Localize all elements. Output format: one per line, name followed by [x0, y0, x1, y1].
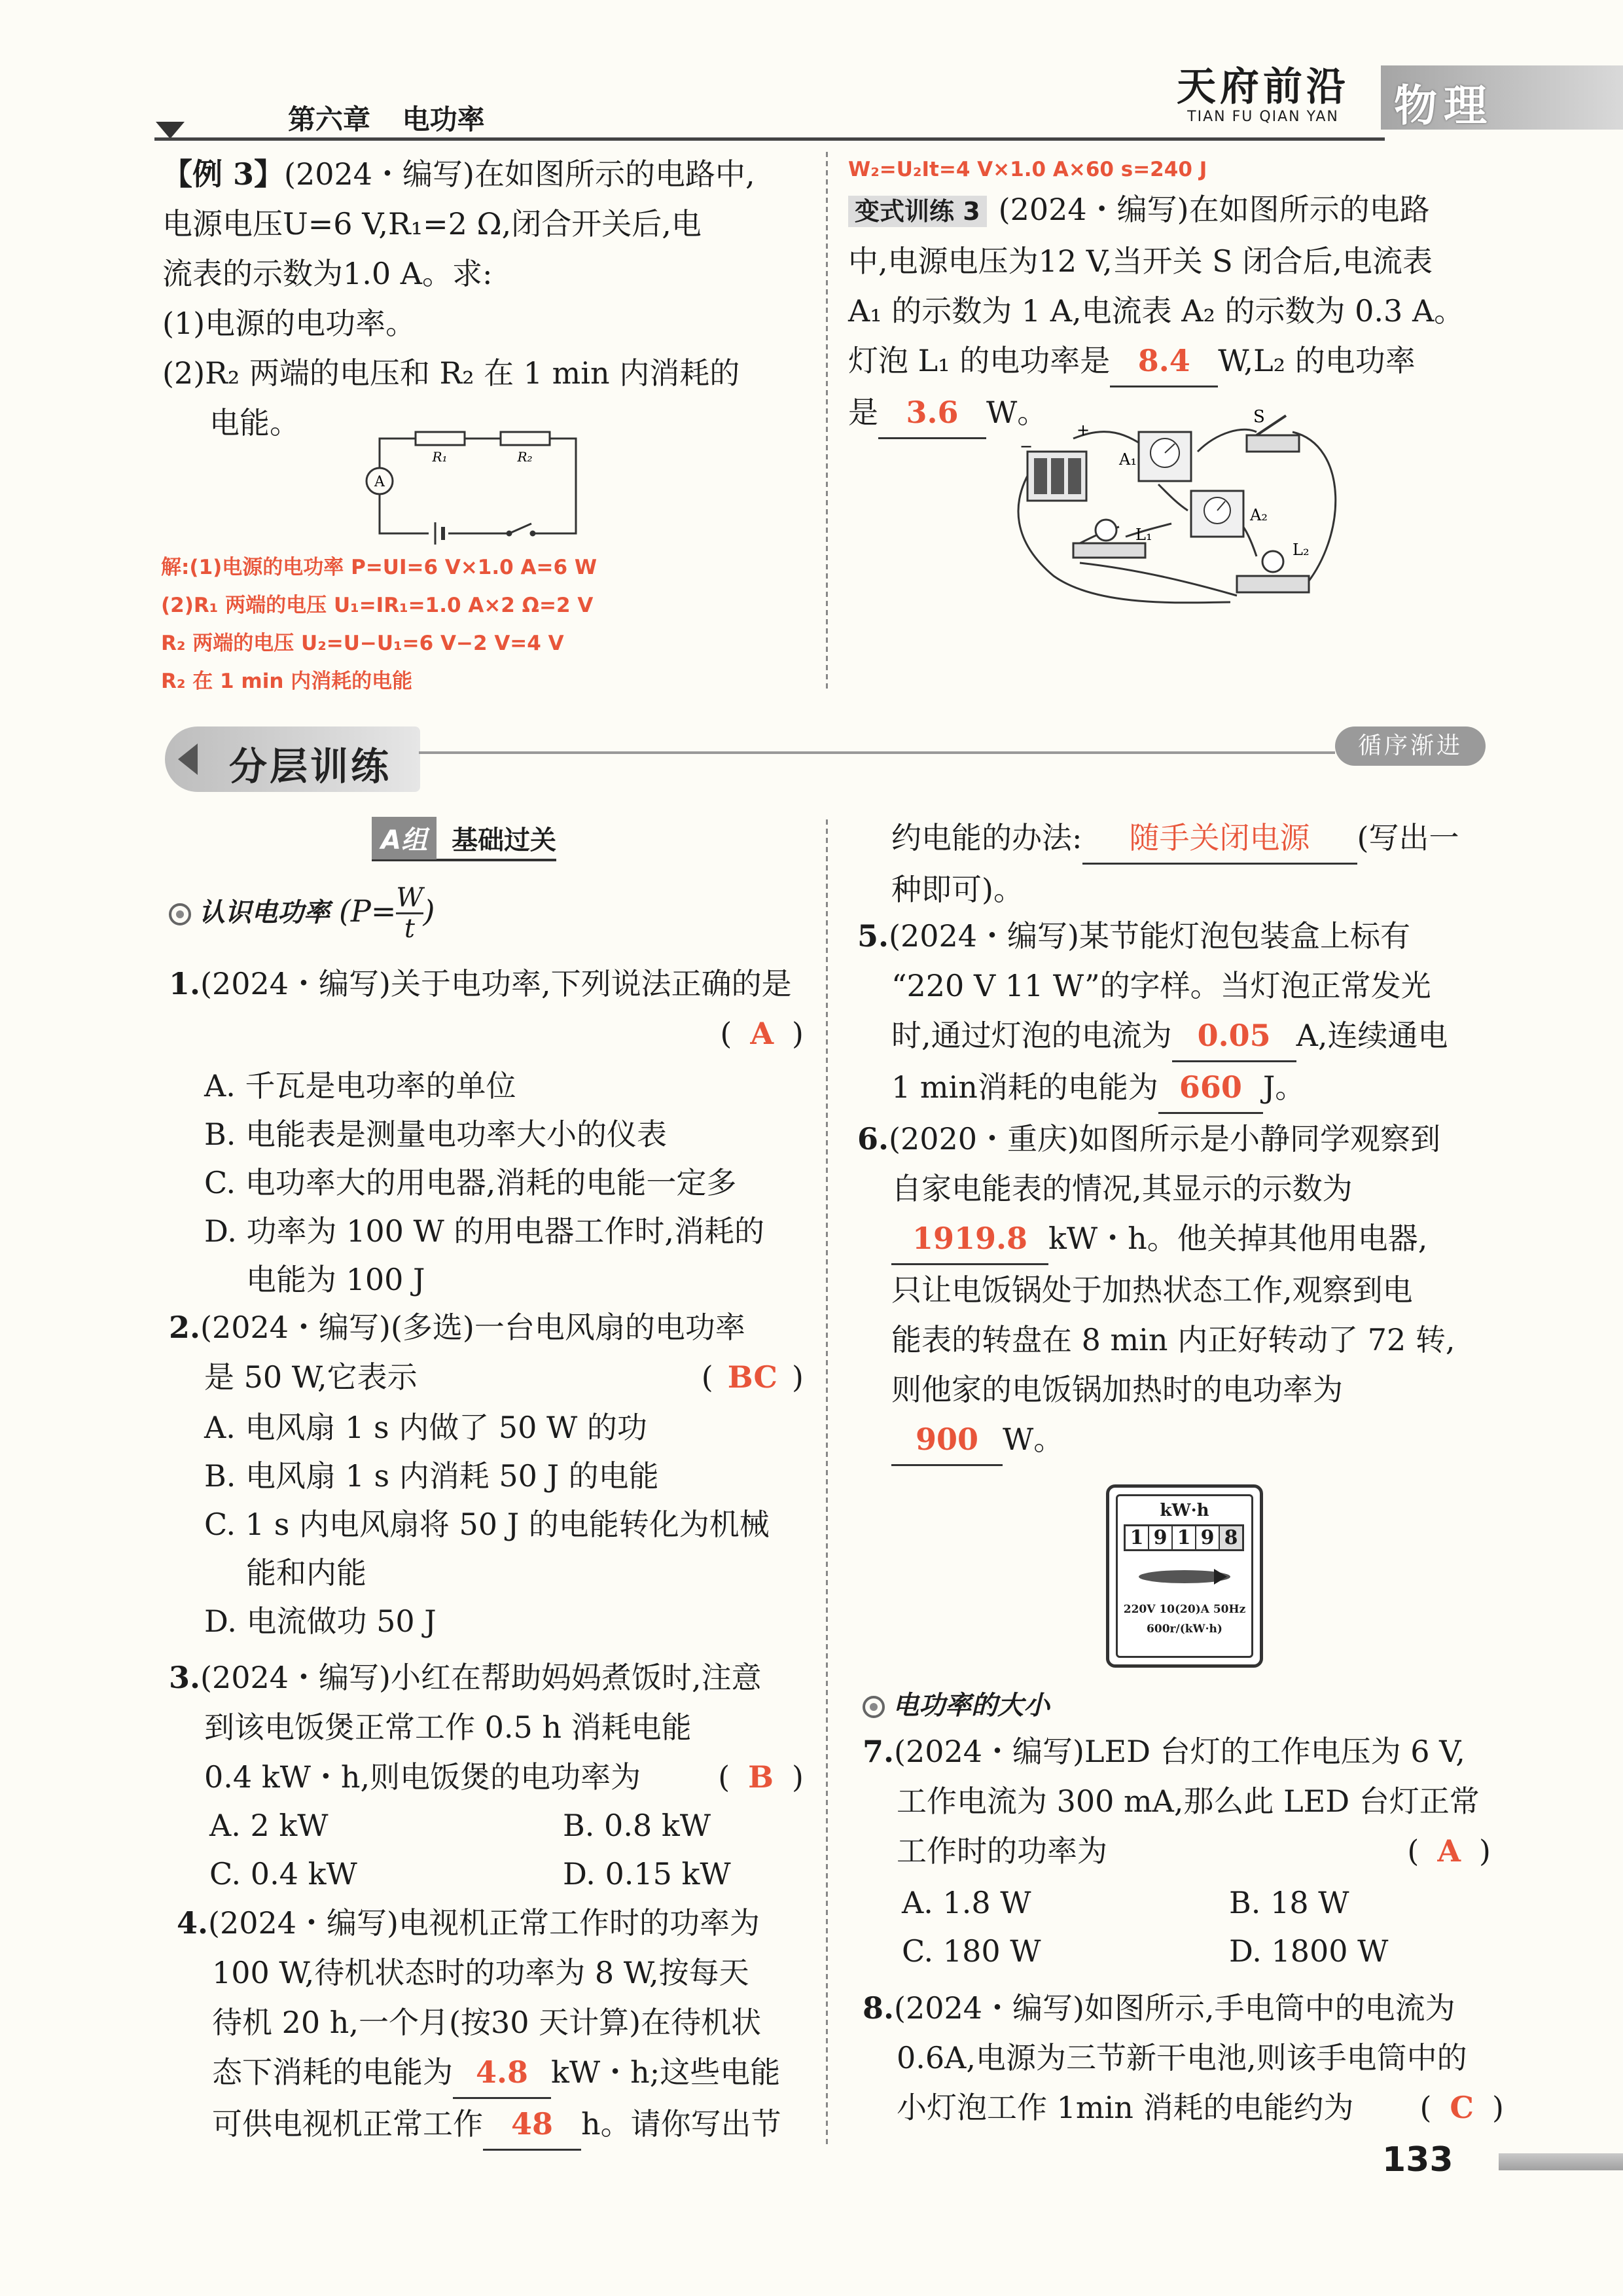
- q7-option-d: D. 1800 W: [1229, 1933, 1389, 1969]
- q5-stem4a: 1 min消耗的电能为: [891, 1069, 1158, 1105]
- q5-number: 5.: [857, 918, 889, 954]
- q8-answer: C: [1450, 2090, 1474, 2125]
- example3-tag: 【例 3】: [162, 156, 285, 192]
- battery-icon: [1027, 452, 1086, 501]
- q4-stem2: 100 W,待机状态时的功率为 8 W,按每天: [212, 1955, 749, 1990]
- q7-number: 7.: [863, 1734, 895, 1769]
- q4-number: 4.: [177, 1905, 209, 1941]
- electric-meter-figure: [1106, 1484, 1263, 1668]
- q3-option-c: C. 0.4 kW: [209, 1856, 357, 1892]
- bulb-l1-label: L₁: [1135, 526, 1152, 544]
- meter-unit: kW·h: [1160, 1501, 1209, 1520]
- question-2: 2.(2024・编写)(多选)一台电风扇的电功率 是 50 W,它表示 ( BC ): [169, 1302, 810, 1402]
- brand-logo: [1155, 65, 1371, 125]
- ammeter-a1-icon: [1139, 432, 1191, 481]
- meter-digit-2: 9: [1149, 1526, 1173, 1549]
- q3-options: [209, 1801, 812, 1898]
- variant3-answer-l1: 8.4: [1110, 336, 1218, 387]
- q1-option-c: C. 电功率大的用电器,消耗的电能一定多: [204, 1165, 737, 1200]
- question-1: 1.(2024・编写)关于电功率,下列说法正确的是 ( A ): [169, 966, 804, 1051]
- meter-digit-3: 1: [1173, 1526, 1196, 1549]
- q4-stem6a: 约电能的办法:: [891, 820, 1082, 855]
- variant3-block: [848, 185, 1503, 439]
- topic-1-label: 认识电功率: [199, 897, 330, 928]
- q8-stem3: 小灯泡工作 1min 消耗的电能约为: [897, 2090, 1354, 2125]
- q1-options: [204, 1062, 819, 1304]
- ammeter-a2-icon: [1191, 491, 1243, 537]
- q5-stem4b: J。: [1262, 1069, 1306, 1105]
- question-7: 7.(2024・编写)LED 台灯的工作电压为 6 V, 工作电流为 300 mA,那么此 LED 台灯正常 工作时的功率为 ( A ): [863, 1727, 1504, 1876]
- header-line: [154, 137, 1385, 141]
- variant3-tag: 变式训练 3: [848, 196, 987, 227]
- q4-stem1: (2024・编写)电视机正常工作时的功率为: [208, 1905, 760, 1941]
- question-6: [857, 1114, 1499, 1466]
- group-a-header: [372, 817, 556, 861]
- q1-number: 1.: [169, 966, 201, 1001]
- example3-line1: (2024・编写)在如图所示的电路中,: [284, 156, 755, 192]
- chapter-number: 第六章: [288, 103, 371, 135]
- q2-option-a: A. 电风扇 1 s 内做了 50 W 的功: [204, 1410, 647, 1445]
- example3-circuit-diagram: [353, 419, 602, 550]
- variant3-line4a: 灯泡 L₁ 的电功率是: [848, 343, 1111, 378]
- q5-stem3b: A,连续通电: [1296, 1018, 1448, 1053]
- question-3: 3.(2024・编写)小红在帮助妈妈煮饭时,注意 到该电饭煲正常工作 0.5 h 消耗电能 0.4 kW・h,则电饭煲的电功率为 ( B ): [169, 1653, 810, 1802]
- q6-stem3b: kW・h。他关掉其他用电器,: [1048, 1221, 1428, 1256]
- solution-line-3: R₂ 两端的电压 U₂=U−U₁=6 V−2 V=4 V: [161, 632, 564, 655]
- section-title: 分层训练: [229, 744, 392, 789]
- q6-stem1: (2020・重庆)如图所示是小静同学观察到: [889, 1121, 1440, 1157]
- page-number: 133: [1382, 2140, 1454, 2179]
- q4-stem4a: 态下消耗的电能为: [212, 2054, 453, 2090]
- formula-numerator: W: [396, 883, 423, 913]
- circuit-r2-label: R₂: [517, 449, 533, 465]
- example3-q2a: (2)R₂ 两端的电压和 R₂ 在 1 min 内消耗的: [162, 355, 740, 391]
- q5-stem3a: 时,通过灯泡的电流为: [891, 1018, 1172, 1053]
- q2-stem1: (2024・编写)(多选)一台电风扇的电功率: [200, 1310, 745, 1345]
- q4-continued: [891, 813, 1520, 914]
- q6-number: 6.: [857, 1121, 889, 1157]
- circuit-ammeter-label: A: [374, 474, 385, 490]
- q7-option-a: A. 1.8 W: [902, 1885, 1031, 1920]
- q8-stem2: 0.6A,电源为三节新干电池,则该手电筒中的: [897, 2040, 1467, 2075]
- q7-stem3: 工作时的功率为: [897, 1833, 1107, 1869]
- group-a-tag: A组: [372, 817, 437, 859]
- variant3-line5b: W。: [986, 395, 1048, 430]
- variant3-line1: (2024・编写)在如图所示的电路: [998, 192, 1430, 227]
- variant3-line5a: 是: [848, 395, 878, 430]
- q1-answer: A: [750, 1016, 774, 1051]
- q6-stem6: 则他家的电饭锅加热时的电功率为: [891, 1372, 1343, 1407]
- question-8: 8.(2024・编写)如图所示,手电筒中的电流为 0.6A,电源为三节新干电池,则该手电筒中的 小灯泡工作 1min 消耗的电能约为 ( C ): [863, 1983, 1517, 2132]
- q1-option-d: D. 功率为 100 W 的用电器工作时,消耗的: [204, 1213, 765, 1249]
- q7-option-b: B. 18 W: [1229, 1885, 1349, 1920]
- q4-answer-3: 随手关闭电源: [1082, 813, 1357, 865]
- q2-options: [204, 1403, 819, 1645]
- q7-stem1: (2024・编写)LED 台灯的工作电压为 6 V,: [894, 1734, 1465, 1769]
- question-4: [177, 1898, 818, 2151]
- topic-1: [169, 884, 435, 943]
- q4-stem7: 种即可)。: [891, 872, 1024, 907]
- q5-stem2: “220 V 11 W”的字样。当灯泡正常发光: [891, 968, 1431, 1003]
- solution-line-1: 解:(1)电源的电功率 P=UI=6 V×1.0 A=6 W: [161, 556, 597, 579]
- meter-digits: [1124, 1524, 1244, 1551]
- q7-answer: A: [1437, 1833, 1461, 1869]
- ammeter-a2-label: A₂: [1250, 506, 1268, 524]
- battery-plus-label: +: [1077, 421, 1090, 439]
- variant3-circuit-illustration: [995, 406, 1348, 615]
- q5-answer-2: 660: [1158, 1062, 1263, 1114]
- q2-option-c: C. 1 s 内电风扇将 50 J 的电能转化为机械: [204, 1507, 770, 1542]
- example3-q1: (1)电源的电功率。: [162, 306, 416, 341]
- meter-disc-arrow-icon: [1129, 1564, 1240, 1590]
- chapter-title: 电功率: [402, 103, 485, 135]
- solution-line-4: R₂ 在 1 min 内消耗的电能: [161, 670, 413, 693]
- q4-answer-2: 48: [483, 2099, 581, 2151]
- q6-answer-1: 1919.8: [891, 1213, 1048, 1265]
- example3-line3: 流表的示数为1.0 A。求:: [162, 256, 493, 291]
- meter-digit-1: 1: [1126, 1526, 1149, 1549]
- example3-solution: [161, 548, 829, 700]
- circuit-r1-label: R₁: [432, 449, 448, 465]
- q1-option-a: A. 千瓦是电功率的单位: [204, 1068, 516, 1103]
- variant3-line3: A₁ 的示数为 1 A,电流表 A₂ 的示数为 0.3 A。: [848, 293, 1465, 329]
- q4-answer-1: 4.8: [453, 2047, 551, 2099]
- section-badge: 循序渐进: [1335, 726, 1486, 766]
- subject-label: 物理: [1394, 80, 1493, 131]
- q1-stem: (2024・编写)关于电功率,下列说法正确的是: [200, 966, 792, 1001]
- q3-stem3: 0.4 kW・h,则电饭煲的电功率为: [204, 1759, 641, 1795]
- q2-answer: BC: [727, 1359, 778, 1395]
- example3-block: [162, 149, 817, 448]
- variant3-line2: 中,电源电压为12 V,当开关 S 闭合后,电流表: [848, 243, 1433, 279]
- q1-option-d-cont: 电能为 100 J: [246, 1262, 425, 1297]
- q4-stem5b: h。请你写出节: [581, 2106, 781, 2142]
- q6-stem4: 只让电饭锅处于加热状态工作,观察到电: [891, 1272, 1413, 1308]
- top-column-divider: [826, 152, 828, 689]
- header-chapter: [288, 98, 485, 137]
- q2-option-c-cont: 能和内能: [246, 1555, 366, 1590]
- variant3-line4b: W,L₂ 的电功率: [1218, 343, 1416, 378]
- brand-pinyin: TIAN FU QIAN YAN: [1187, 109, 1339, 125]
- q3-answer: B: [748, 1759, 774, 1795]
- q1-option-b: B. 电能表是测量电功率大小的仪表: [204, 1117, 668, 1152]
- banner-arrow-icon: [178, 744, 198, 775]
- question-5: [857, 911, 1499, 1114]
- battery-minus-label: −: [1020, 437, 1033, 456]
- q8-stem1: (2024・编写)如图所示,手电筒中的电流为: [894, 1990, 1455, 2026]
- q6-answer-2: 900: [891, 1414, 1003, 1466]
- q4-stem5a: 可供电视机正常工作: [212, 2106, 483, 2142]
- q6-stem7b: W。: [1003, 1422, 1064, 1457]
- footer-bar: [1499, 2153, 1623, 2170]
- topic-2-label: 电功率的大小: [893, 1691, 1050, 1721]
- meter-digit-4: 9: [1196, 1526, 1220, 1549]
- q4-stem4b: kW・h;这些电能: [551, 2054, 781, 2090]
- q2-option-d: D. 电流做功 50 J: [204, 1604, 437, 1639]
- bulb-l2-label: L₂: [1293, 541, 1310, 559]
- q6-stem2: 自家电能表的情况,其显示的示数为: [891, 1171, 1353, 1206]
- q7-stem2: 工作电流为 300 mA,那么此 LED 台灯正常: [897, 1784, 1480, 1819]
- solution-continued: W₂=U₂It=4 V×1.0 A×60 s=240 J: [848, 158, 1207, 181]
- q5-answer-1: 0.05: [1172, 1011, 1296, 1062]
- q7-options: [902, 1878, 1504, 1975]
- ammeter-a1-label: A₁: [1119, 450, 1137, 469]
- example3-line2: 电源电压U=6 V,R₁=2 Ω,闭合开关后,电: [162, 206, 702, 242]
- switch-label: S: [1253, 407, 1265, 427]
- q5-stem1: (2024・编写)某节能灯泡包装盒上标有: [889, 918, 1410, 954]
- section-line: [419, 751, 1335, 754]
- q3-stem1: (2024・编写)小红在帮助妈妈煮饭时,注意: [200, 1660, 762, 1695]
- q2-stem2: 是 50 W,它表示: [204, 1359, 418, 1395]
- meter-digit-5: 8: [1220, 1526, 1242, 1549]
- q4-stem6b: (写出一: [1357, 820, 1459, 855]
- meter-rating: 220V 10(20)A 50Hz: [1123, 1603, 1246, 1616]
- q3-stem2: 到该电饭煲正常工作 0.5 h 消耗电能: [204, 1710, 692, 1745]
- example3-q2b: 电能。: [209, 405, 300, 440]
- q6-stem5: 能表的转盘在 8 min 内正好转动了 72 转,: [891, 1322, 1455, 1357]
- variant3-answer-l2: 3.6: [878, 387, 986, 439]
- group-a-title: 基础过关: [452, 825, 557, 855]
- topic-bullet-icon: [169, 903, 191, 925]
- topic-1-formula: (P= $\frac{W}{t}$ ): [338, 883, 435, 944]
- q3-option-d: D. 0.15 kW: [563, 1856, 731, 1892]
- q2-number: 2.: [169, 1310, 201, 1345]
- q2-option-b: B. 电风扇 1 s 内消耗 50 J 的电能: [204, 1458, 659, 1494]
- topic-2: [863, 1685, 1050, 1722]
- header-triangle-icon: [156, 122, 185, 139]
- q4-stem3: 待机 20 h,一个月(按30 天计算)在待机状: [212, 2005, 762, 2040]
- q3-number: 3.: [169, 1660, 201, 1695]
- bulb-l1-icon: [1073, 520, 1145, 558]
- brand-name: 天府前沿: [1177, 64, 1349, 110]
- solution-line-2: (2)R₁ 两端的电压 U₁=IR₁=1.0 A×2 Ω=2 V: [161, 594, 594, 617]
- q8-number: 8.: [863, 1990, 895, 2026]
- q3-option-a: A. 2 kW: [209, 1808, 329, 1843]
- meter-rev: 600r/(kW·h): [1147, 1623, 1222, 1636]
- q7-option-c: C. 180 W: [902, 1933, 1041, 1969]
- q3-option-b: B. 0.8 kW: [563, 1808, 711, 1843]
- formula-denominator: t: [404, 914, 415, 944]
- topic-2-bullet-icon: [863, 1696, 885, 1718]
- bottom-column-divider: [826, 819, 828, 2148]
